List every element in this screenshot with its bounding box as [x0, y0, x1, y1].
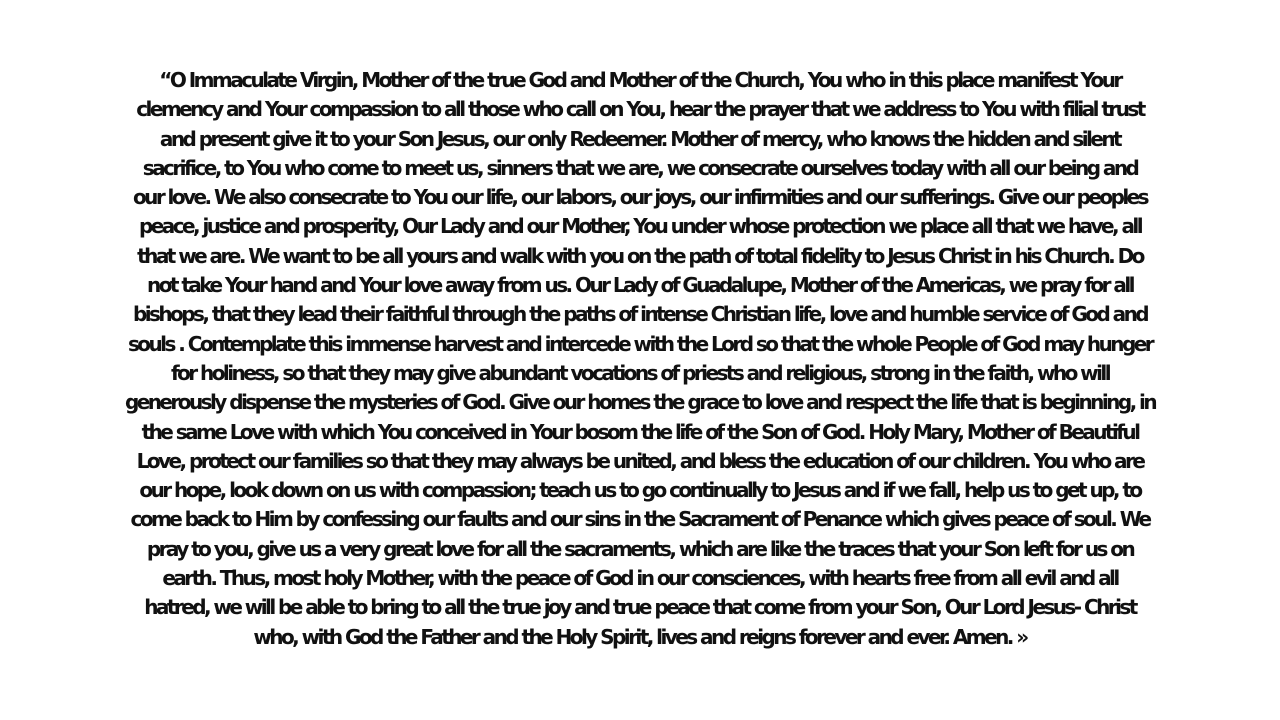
prayer-line: peace, justice and prosperity, Our Lady and our Mother, You under whose protection we place all that we have, all — [138, 214, 1142, 239]
prayer-line: earth. Thus, most holy Mother, with the peace of God in our consciences, with hearts free from all evil and all — [162, 566, 1118, 591]
prayer-line: pray to you, give us a very great love for all the sacraments, which are like the traces that your Son left for us on — [146, 536, 1134, 561]
prayer-line: “O Immaculate Virgin, Mother of the true God and Mother of the Church, You who in this place manifest Your — [159, 68, 1121, 92]
prayer-line: clemency and Your compassion to all those who call on You, hear the prayer that we address to You with filial trust — [136, 97, 1144, 122]
prayer-line: that we are. We want to be all yours and walk with you on the path of total fidelity to Jesus Christ in his Church. Do — [137, 243, 1143, 268]
prayer-line: bishops, that they lead their faithful through the paths of intense Christian life, love and humble service of God and — [132, 302, 1148, 327]
prayer-line: for holiness, so that they may give abundant vocations of priests and religious, strong in the faith, who will — [170, 360, 1110, 385]
prayer-line: the same Love with which You conceived in Your bosom the life of the Son of God. Holy Mary, Mother of Beautiful — [141, 419, 1139, 444]
prayer-text — [0, 66, 1280, 652]
prayer-line: come back to Him by confessing our faults and our sins in the Sacrament of Penance which gives peace of soul. We — [130, 507, 1150, 532]
prayer-line: and present give it to your Son Jesus, our only Redeemer. Mother of mercy, who knows the hidden and silent — [159, 126, 1121, 151]
prayer-line: hatred, we will be able to bring to all the true joy and true peace that come from your Son, Our Lord Jesus- Christ — [144, 595, 1136, 620]
prayer-line: generously dispense the mysteries of God. Give our homes the grace to love and respect the life that is beginning, in — [124, 390, 1156, 415]
prayer-line: Love, protect our families so that they may always be united, and bless the education of our children. You who are — [136, 448, 1144, 473]
prayer-line: our hope, look down on us with compassion; teach us to go continually to Jesus and if we fall, help us to get up, to — [139, 478, 1141, 503]
prayer-line: who, with God the Father and the Holy Spirit, lives and reigns forever and ever. Amen. » — [253, 624, 1027, 649]
prayer-line: not take Your hand and Your love away from us. Our Lady of Guadalupe, Mother of the Americas, we pray for all — [147, 273, 1133, 298]
prayer-line: souls . Contemplate this immense harvest and intercede with the Lord so that the whole People of God may hunger — [127, 331, 1153, 356]
prayer-line: sacrifice, to You who come to meet us, sinners that we are, we consecrate ourselves today with all our being and — [142, 155, 1138, 180]
prayer-line: our love. We also consecrate to You our life, our labors, our joys, our infirmities and our sufferings. Give our peoples — [132, 185, 1148, 210]
